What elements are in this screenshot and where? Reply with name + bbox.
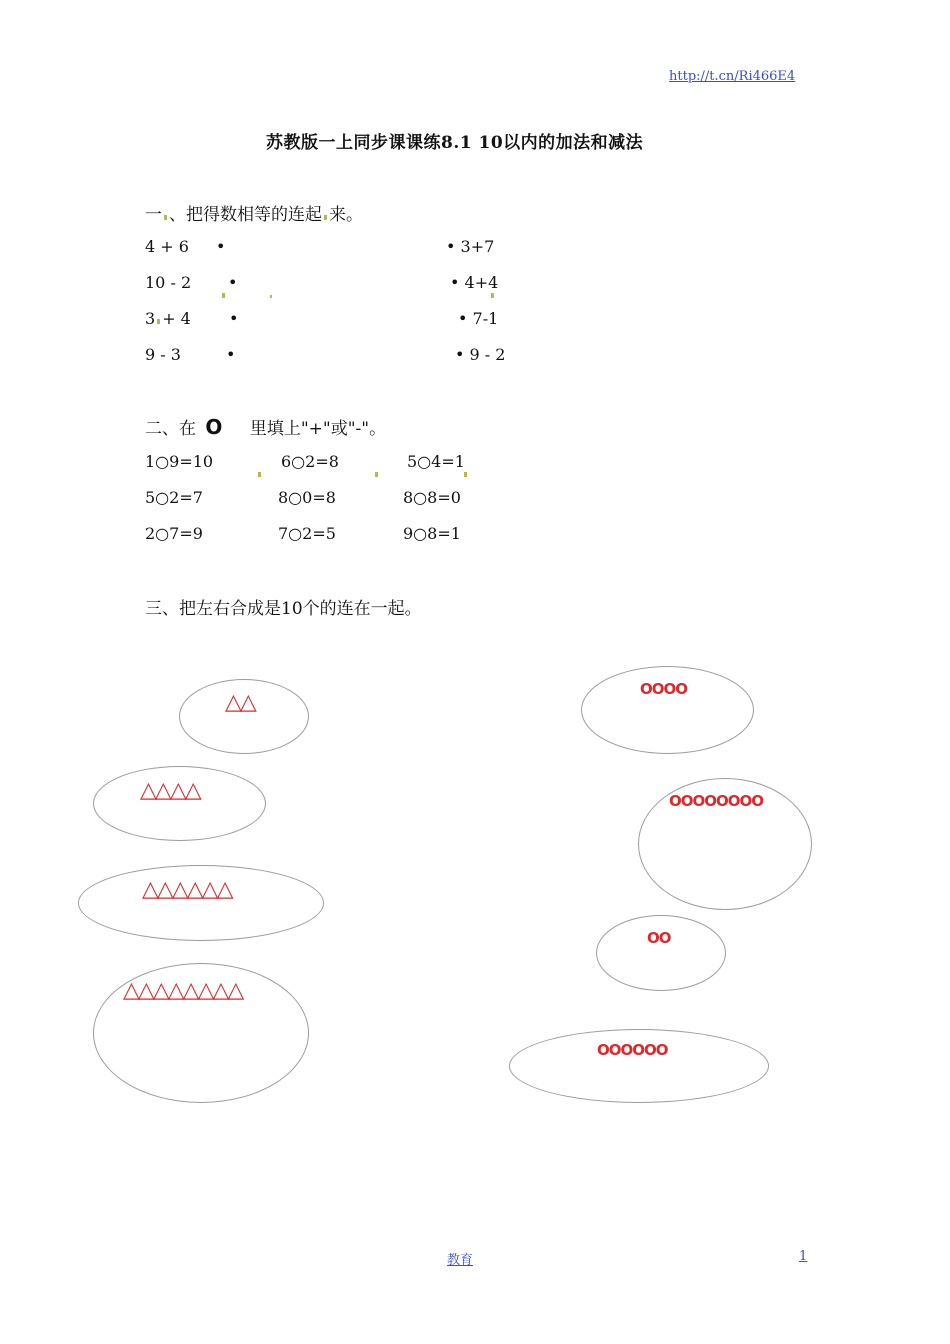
right-expr-3: • 7-1 xyxy=(458,309,499,328)
header-link[interactable]: http://t.cn/Ri466E4 xyxy=(669,69,796,84)
edit-mark xyxy=(222,293,225,298)
section2-heading xyxy=(145,414,386,439)
left-expr-3 xyxy=(145,309,191,328)
triangle-group-8: △△△△△△△△ xyxy=(123,978,243,1003)
edit-mark xyxy=(491,293,494,298)
triangle-group-4: △△△△ xyxy=(140,778,200,803)
right-expr-1: • 3+7 xyxy=(446,237,495,256)
eq-r1c1: 1○9=10 xyxy=(145,452,214,471)
footer-link[interactable]: 教育 xyxy=(447,1253,474,1268)
eq-r3c1: 2○7=9 xyxy=(145,524,203,543)
circle-group-4: OOOO xyxy=(640,680,688,698)
circle-group-6: OOOOOO xyxy=(597,1041,668,1059)
eq-r1c2: 6○2=8 xyxy=(281,452,339,471)
right-expr-2: • 4+4 xyxy=(450,273,499,292)
edit-mark xyxy=(270,295,272,298)
eq-r2c1: 5○2=7 xyxy=(145,488,203,507)
left-expr-4: 9 - 3 xyxy=(145,345,181,364)
left-expr-3a: 3 xyxy=(145,309,156,328)
triangle-group-6: △△△△△△ xyxy=(142,877,232,902)
right-expr-4: • 9 - 2 xyxy=(455,345,506,364)
left-dot-4: • xyxy=(226,345,236,364)
section3-heading: 三、把左右合成是10个的连在一起。 xyxy=(145,599,422,619)
section2-heading-a: 二、在 xyxy=(145,419,196,439)
section1-heading-c: 来。 xyxy=(329,205,363,225)
page-number: 1 xyxy=(799,1249,808,1264)
left-expr-3b: + 4 xyxy=(162,309,191,328)
eq-r2c2: 8○0=8 xyxy=(278,488,336,507)
left-dot-3: • xyxy=(229,309,239,328)
edit-mark xyxy=(258,472,261,477)
left-dot-1: • xyxy=(216,237,226,256)
edit-mark xyxy=(375,472,378,477)
page-title: 苏教版一上同步课课练8.1 10以内的加法和减法 xyxy=(266,133,644,153)
eq-r3c3: 9○8=1 xyxy=(403,524,461,543)
eq-r1c3: 5○4=1 xyxy=(407,452,465,471)
circle-symbol-icon: O xyxy=(205,415,223,439)
eq-r3c2: 7○2=5 xyxy=(278,524,336,543)
section2-heading-b: 里填上"+"或"-"。 xyxy=(249,419,387,439)
eq-r2c3: 8○8=0 xyxy=(403,488,461,507)
edit-mark xyxy=(157,319,160,324)
left-expr-1: 4 + 6 xyxy=(145,237,189,256)
triangle-group-2: △△ xyxy=(225,690,255,715)
section1-heading-a: 一 xyxy=(145,205,162,225)
edit-mark xyxy=(164,215,167,220)
circle-group-2: OO xyxy=(647,929,671,947)
right-oval-3[interactable] xyxy=(596,915,726,991)
circle-group-8: OOOOOOOO xyxy=(669,792,764,810)
edit-mark xyxy=(324,215,327,220)
edit-mark xyxy=(464,472,467,477)
section1-heading xyxy=(145,200,363,225)
left-dot-2: • xyxy=(228,273,238,292)
section1-heading-b: 、把得数相等的连起 xyxy=(169,205,322,225)
left-expr-2: 10 - 2 xyxy=(145,273,192,292)
